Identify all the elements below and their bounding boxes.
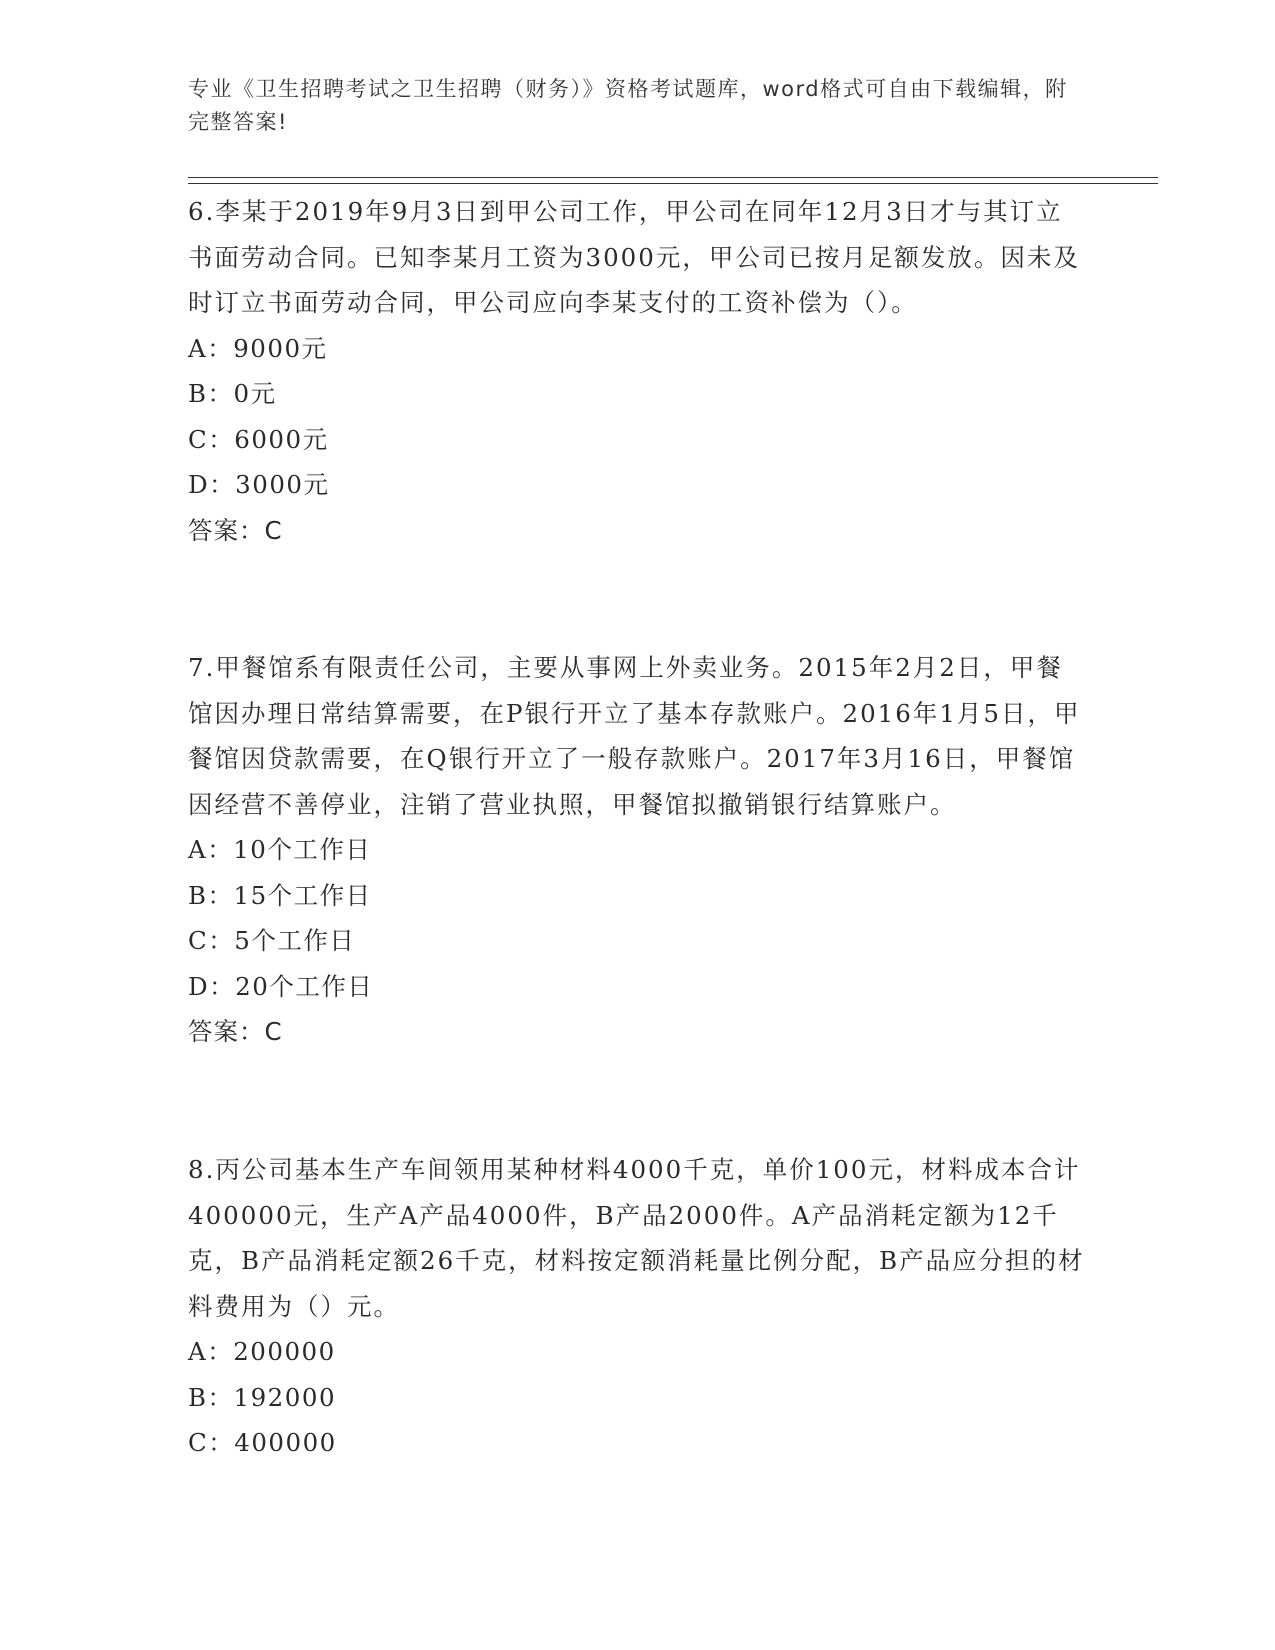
answer-line: 答案：C xyxy=(188,1017,283,1046)
option-b: B：15个工作日 xyxy=(188,880,372,910)
option-a: A：10个工作日 xyxy=(188,835,372,864)
option-d: D：3000元 xyxy=(188,470,330,499)
question-stem: 6.李某于2019年9月3日到甲公司工作，甲公司在同年12月3日才与其订立书面劳动合同。已知李某月工资为3000元，甲公司已按月足额发放。因未及时订立书面劳动合同，甲公司应向李某支付的工资补偿为（）。 xyxy=(188,197,1080,317)
header-divider-top xyxy=(188,177,1158,178)
question-6 xyxy=(188,189,1088,553)
answer-line: 答案：C xyxy=(188,515,283,545)
document-intro: 专业《卫生招聘考试之卫生招聘（财务）》资格考试题库，word格式可自由下载编辑，附完整答案! xyxy=(188,77,1068,134)
question-7 xyxy=(188,645,1088,1055)
question-8 xyxy=(188,1147,1088,1466)
question-stem: 7.甲餐馆系有限责任公司，主要从事网上外卖业务。2015年2月2日，甲餐馆因办理日常结算需要，在P银行开立了基本存款账户。2016年1月5日，甲餐馆因贷款需要，在Q银行开立了一般存款账户。2017年3月16日，甲餐馆因经营不善停业，注销了营业执照，甲餐馆拟撤销银行结算账户。 xyxy=(188,653,1081,819)
option-c: C：400000 xyxy=(188,1428,337,1457)
option-c: C：6000元 xyxy=(188,424,329,454)
option-b: B：192000 xyxy=(188,1382,337,1412)
option-a: A：200000 xyxy=(188,1337,336,1366)
option-d: D：20个工作日 xyxy=(188,971,374,1001)
header-divider-bottom xyxy=(188,183,1158,184)
option-a: A：9000元 xyxy=(188,333,328,363)
option-b: B：0元 xyxy=(188,379,277,408)
question-stem: 8.丙公司基本生产车间领用某种材料4000千克，单价100元，材料成本合计400000元，生产A产品4000件，B产品2000件。A产品消耗定额为12千克，B产品消耗定额26千克，材料按定额消耗量比例分配，B产品应分担的材料费用为（）元。 xyxy=(188,1155,1085,1321)
option-c: C：5个工作日 xyxy=(188,926,356,955)
